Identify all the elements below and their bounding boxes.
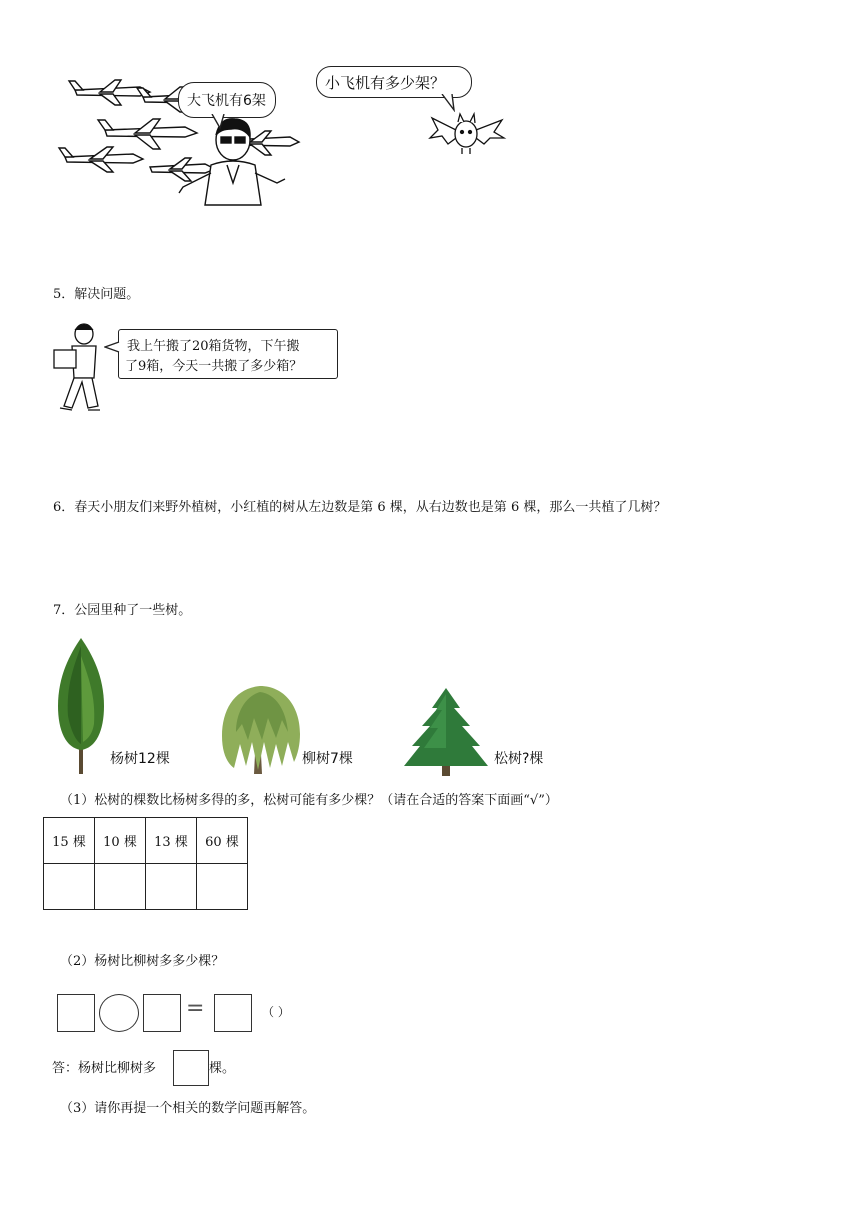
worker-speech-line1: 我上午搬了20箱货物，下午搬 — [127, 339, 300, 354]
plane-icon — [69, 80, 150, 105]
pine-label: 松树?棵 — [494, 751, 544, 767]
question-6-text: 6．春天小朋友们来野外植树，小红植的树从左边数是第 6 棵，从右边数也是第 6 棵，那么一共植了几树？ — [53, 500, 667, 515]
plane-icon — [150, 158, 215, 181]
option-60: 60 棵 — [197, 818, 248, 864]
options-table — [43, 817, 248, 910]
big-bubble-tail — [210, 114, 230, 130]
answer-box[interactable] — [173, 1050, 209, 1086]
willow-tree-image — [218, 684, 302, 776]
option-13: 13 棵 — [146, 818, 197, 864]
unit-parenthesis: （ ） — [262, 1005, 290, 1019]
answer-suffix: 棵。 — [209, 1061, 236, 1076]
worker-speech-line2: 了9箱，今天一共搬了多少箱？ — [125, 359, 303, 374]
answer-prefix: 答：杨树比柳树多 — [52, 1061, 157, 1076]
worker-bubble-tail — [104, 340, 120, 354]
check-cell-13[interactable] — [146, 864, 197, 910]
question-7-title: 7．公园里种了一些树。 — [53, 603, 192, 618]
option-15: 15 棵 — [44, 818, 95, 864]
operator-circle[interactable] — [99, 994, 139, 1032]
equation-result-box[interactable] — [214, 994, 252, 1032]
equation-box-2[interactable] — [143, 994, 181, 1032]
options-header-row — [44, 818, 248, 864]
check-cell-60[interactable] — [197, 864, 248, 910]
equals-sign: = — [186, 996, 205, 1021]
poplar-label: 杨树12棵 — [110, 751, 170, 767]
pine-tree-image — [402, 686, 490, 776]
check-cell-10[interactable] — [95, 864, 146, 910]
willow-label: 柳树7棵 — [302, 751, 353, 767]
option-10: 10 棵 — [95, 818, 146, 864]
big-plane-bubble — [178, 82, 276, 118]
question-7-part-3: （3）请你再提一个相关的数学问题再解答。 — [60, 1101, 316, 1116]
question-7-part-1: （1）松树的棵数比杨树多得的多，松树可能有多少棵？（请在合适的答案下面画“√”） — [60, 793, 558, 808]
bat-figure — [428, 108, 508, 158]
plane-icon — [98, 119, 197, 149]
check-cell-15[interactable] — [44, 864, 95, 910]
small-plane-bubble-text: 小飞机有多少架？ — [325, 74, 446, 92]
options-check-row[interactable] — [44, 864, 248, 910]
poplar-tree-image — [52, 636, 110, 776]
question-7-part-2: （2）杨树比柳树多多少棵？ — [60, 954, 225, 969]
worker-speech-bubble — [118, 329, 338, 379]
equation-box-1[interactable] — [57, 994, 95, 1032]
question-5-title: 5．解决问题。 — [53, 287, 140, 302]
worker-figure — [50, 322, 112, 414]
plane-icon — [59, 147, 143, 172]
big-plane-bubble-text: 大飞机有6架 — [187, 93, 266, 109]
